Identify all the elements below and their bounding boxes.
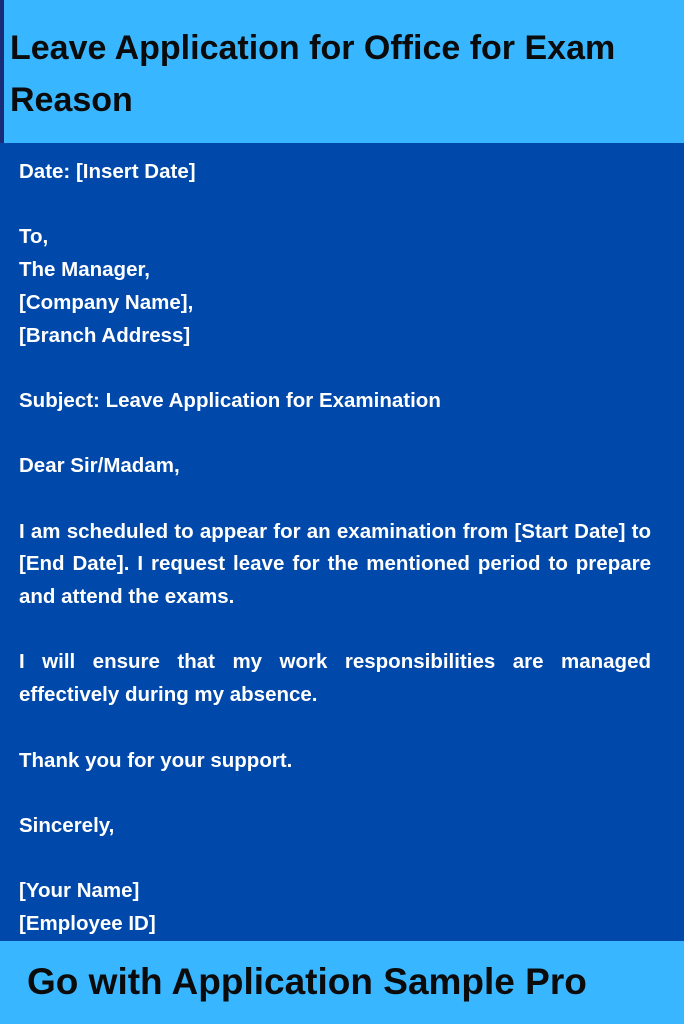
spacer: [19, 777, 651, 810]
thanks-line: Thank you for your support.: [19, 748, 293, 772]
spacer: [19, 712, 651, 745]
date-line: Date: [Insert Date]: [19, 160, 196, 183]
footer-banner: [0, 941, 684, 1024]
header-banner: [0, 0, 684, 143]
spacer: [19, 418, 651, 451]
signature-name: [Your Name]: [19, 879, 140, 903]
subject-line: Subject: Leave Application for Examination: [19, 388, 441, 412]
spacer: [19, 483, 651, 516]
spacer: [19, 189, 651, 222]
spacer: [19, 352, 651, 385]
salutation-line: Dear Sir/Madam,: [19, 454, 180, 478]
closing-line: Sincerely,: [19, 813, 115, 837]
employee-id-line: [Employee ID]: [19, 912, 156, 936]
letter-body: [19, 156, 651, 941]
address-line: [Branch Address]: [19, 323, 191, 347]
spacer: [19, 614, 651, 647]
recipient-line: The Manager,: [19, 258, 151, 282]
footer-text: Go with Application Sample Pro: [27, 961, 587, 1002]
company-line: [Company Name],: [19, 290, 194, 314]
body-paragraph-2: I will ensure that my work responsibilities are managed effectively during my absence.: [19, 650, 651, 707]
spacer: [19, 843, 651, 876]
body-paragraph-1: I am scheduled to appear for an examination from [Start Date] to [End Date]. I request leave for the mentioned period to prepare and attend the exams.: [19, 519, 651, 609]
page-title: Leave Application for Office for Exam Reason: [10, 29, 616, 119]
to-line: To,: [19, 225, 49, 249]
